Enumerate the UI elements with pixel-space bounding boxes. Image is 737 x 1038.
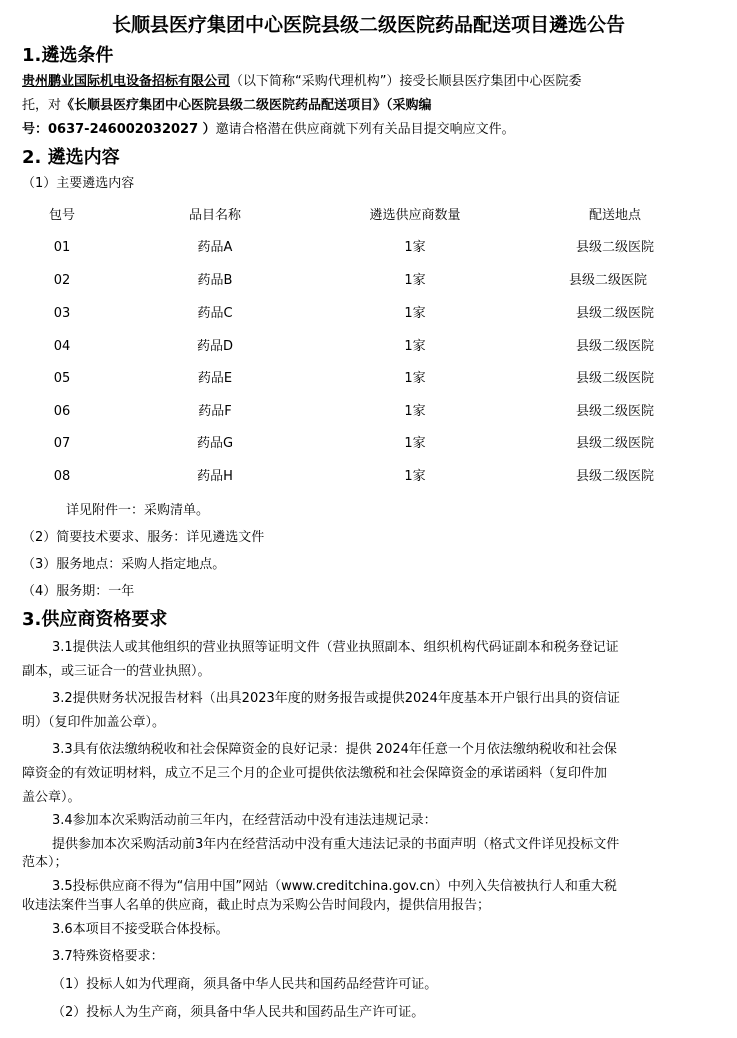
package-no: 08 [53, 469, 71, 484]
delivery-location: 县级二级医院 [568, 273, 647, 288]
subsection-2-3: （3）服务地点：采购人指定地点。 [22, 557, 226, 572]
page-title: 长顺县医疗集团中心医院县级二级医院药品配送项目遴选公告 [111, 14, 625, 36]
item-name: 药品E [197, 371, 233, 386]
section-1-line-1-text: （以下简称“采购代理机构”）接受长顺县医疗集团中心医院委 [230, 74, 582, 89]
section-1-line-3-text: 邀请合格潜在供应商就下列有关品目提交响应文件。 [215, 122, 515, 137]
header-delivery-location: 配送地点 [588, 208, 641, 223]
supplier-count: 1家 [404, 371, 426, 386]
delivery-location: 县级二级医院 [575, 240, 654, 255]
item-name: 药品H [197, 469, 233, 484]
supplier-count: 1家 [404, 436, 426, 451]
item-name: 药品F [198, 404, 232, 419]
package-no: 01 [53, 240, 71, 255]
package-no: 02 [53, 273, 71, 288]
item-name: 药品A [197, 240, 233, 255]
delivery-location: 县级二级医院 [575, 339, 654, 354]
item-name: 药品B [197, 273, 233, 288]
procurement-number: 号：0637-246002032027 ） [22, 122, 216, 137]
supplier-count: 1家 [404, 404, 426, 419]
agency-name: 贵州鹏业国际机电设备招标有限公司 [22, 74, 231, 89]
requirement-3-2-line-1: 3.2提供财务状况报告材料（出具2023年度的财务报告或提供2024年度基本开户银行出具的资信证 [52, 691, 620, 706]
requirement-3-4-line-1: 3.4参加本次采购活动前三年内，在经营活动中没有违法违规记录： [52, 813, 437, 828]
section-2-heading: 2. 遴选内容 [22, 147, 120, 168]
delivery-location: 县级二级医院 [575, 404, 654, 419]
section-3-heading: 3.供应商资格要求 [22, 609, 168, 630]
requirement-3-5-line-1: 3.5投标供应商不得为“信用中国”网站（www.creditchina.gov.cn）中列入失信被执行人和重大税 [52, 879, 617, 894]
delivery-location: 县级二级医院 [575, 436, 654, 451]
subsection-2-4: （4）服务期：一年 [22, 584, 135, 599]
requirement-3-1-line-1: 3.1提供法人或其他组织的营业执照等证明文件（营业执照副本、组织机构代码证副本和税务登记证 [52, 640, 619, 655]
item-name: 药品G [196, 436, 234, 451]
section-1-line-1 [22, 70, 582, 94]
project-name: 《长顺县医疗集团中心医院县级二级医院药品配送项目》（采购编 [61, 98, 432, 113]
requirement-3-3-line-3: 盖公章）。 [22, 790, 81, 805]
requirement-3-7-2: （2）投标人为生产商，须具备中华人民共和国药品生产许可证。 [52, 1005, 425, 1020]
section-1-heading: 1.遴选条件 [22, 45, 114, 66]
package-no: 07 [53, 436, 71, 451]
item-name: 药品D [196, 339, 233, 354]
requirement-3-3-line-2: 障资金的有效证明材料，成立不足三个月的企业可提供依法缴税和社会保障资金的承诺函料（复印件加 [22, 766, 608, 781]
subsection-2-1: （1）主要遴选内容 [22, 176, 135, 191]
requirement-3-4-line-3: 范本）； [22, 855, 68, 870]
section-1-line-2-text: 托，对 [22, 98, 62, 113]
requirement-3-7: 3.7特殊资格要求： [52, 949, 164, 964]
requirement-3-7-1: （1）投标人如为代理商，须具备中华人民共和国药品经营许可证。 [52, 977, 438, 992]
supplier-count: 1家 [404, 306, 426, 321]
package-no: 06 [53, 404, 71, 419]
requirement-3-5-line-2: 收违法案件当事人名单的供应商，截止时点为采购公告时间段内，提供信用报告； [22, 898, 491, 913]
section-1-line-2 [22, 94, 432, 118]
package-no: 05 [53, 371, 71, 386]
header-supplier-count: 遴选供应商数量 [369, 208, 461, 223]
requirement-3-3-line-1: 3.3具有依法缴纳税收和社会保障资金的良好记录：提供 2024年任意一个月依法缴纳税收和社会保 [52, 742, 617, 757]
header-package-no: 包号 [48, 208, 75, 223]
supplier-count: 1家 [404, 339, 426, 354]
header-item-name: 品目名称 [188, 208, 241, 223]
supplier-count: 1家 [404, 240, 426, 255]
subsection-2-2: （2）简要技术要求、服务：详见遴选文件 [22, 530, 265, 545]
package-no: 03 [53, 306, 71, 321]
requirement-3-6: 3.6本项目不接受联合体投标。 [52, 922, 229, 937]
requirement-3-1-line-2: 副本，或三证合一的营业执照）。 [22, 664, 211, 679]
item-name: 药品C [197, 306, 233, 321]
requirement-3-4-line-2: 提供参加本次采购活动前3年内在经营活动中没有重大违法记录的书面声明（格式文件详见投标文件 [52, 837, 620, 852]
supplier-count: 1家 [404, 469, 426, 484]
package-no: 04 [53, 339, 71, 354]
attachment-note: 详见附件一：采购清单。 [66, 503, 210, 518]
supplier-count: 1家 [404, 273, 426, 288]
section-1-line-3 [22, 118, 515, 142]
delivery-location: 县级二级医院 [575, 469, 654, 484]
delivery-location: 县级二级医院 [575, 306, 654, 321]
delivery-location: 县级二级医院 [575, 371, 654, 386]
requirement-3-2-line-2: 明）（复印件加盖公章）。 [22, 715, 166, 730]
